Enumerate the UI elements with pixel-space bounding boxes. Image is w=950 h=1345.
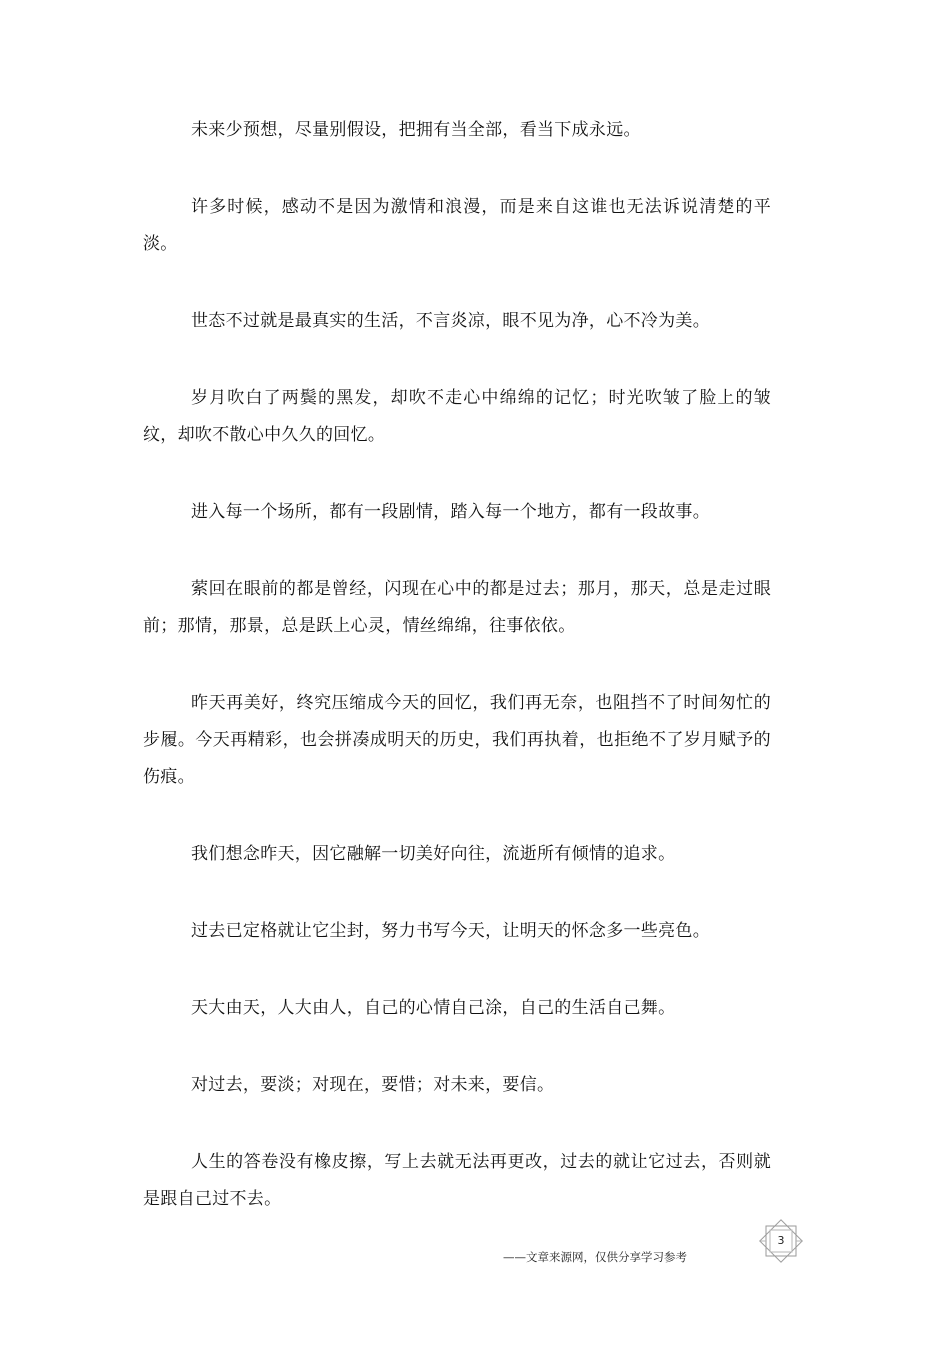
paragraph: 我们想念昨天，因它融解一切美好向往，流逝所有倾情的追求。	[191, 844, 676, 864]
page-number-badge	[757, 1219, 805, 1263]
paragraph: 未来少预想，尽量别假设，把拥有当全部，看当下成永远。	[191, 120, 641, 140]
paragraph: 进入每一个场所，都有一段剧情，踏入每一个地方，都有一段故事。	[191, 502, 710, 522]
paragraph: 对过去，要淡；对现在，要惜；对未来，要信。	[191, 1075, 555, 1095]
paragraph: 昨天再美好，终究压缩成今天的回忆，我们再无奈，也阻挡不了时间匆忙的步履。今天再精彩，也会拼凑成明天的历史，我们再执着，也拒绝不了岁月赋予的伤痕。	[143, 693, 771, 787]
paragraph: 过去已定格就让它尘封，努力书写今天，让明天的怀念多一些亮色。	[191, 921, 710, 941]
paragraph: 岁月吹白了两鬓的黑发，却吹不走心中绵绵的记忆；时光吹皱了脸上的皱纹，却吹不散心中久久的回忆。	[143, 388, 771, 445]
document-body	[143, 112, 771, 1258]
paragraph: 许多时候，感动不是因为激情和浪漫，而是来自这谁也无法诉说清楚的平淡。	[143, 197, 771, 254]
paragraph: 世态不过就是最真实的生活，不言炎凉，眼不见为净，心不冷为美。	[191, 311, 710, 331]
footer-note: ——文章来源网，仅供分享学习参考	[503, 1250, 687, 1264]
paragraph: 萦回在眼前的都是曾经，闪现在心中的都是过去；那月，那天，总是走过眼前；那情，那景，总是跃上心灵，情丝绵绵，往事依依。	[143, 579, 771, 636]
paragraph: 天大由天，人大由人，自己的心情自己涂，自己的生活自己舞。	[191, 998, 676, 1018]
page-number: 3	[777, 1234, 785, 1247]
paragraph: 人生的答卷没有橡皮擦，写上去就无法再更改，过去的就让它过去，否则就是跟自己过不去。	[143, 1152, 771, 1209]
